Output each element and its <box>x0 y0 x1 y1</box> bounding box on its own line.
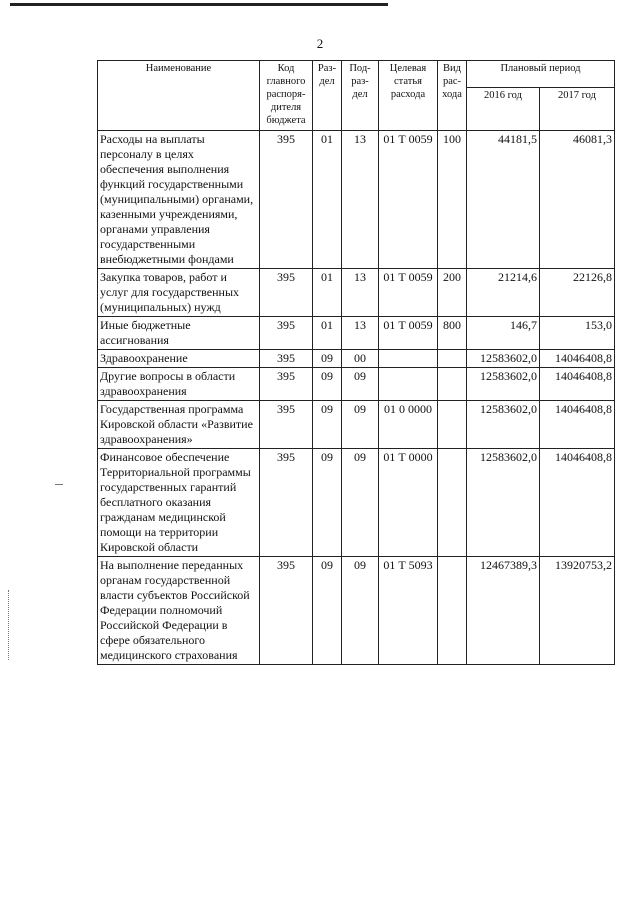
row-2016: 21214,6 <box>467 269 540 317</box>
row-code: 395 <box>260 350 313 368</box>
header-section: Раз-дел <box>313 61 342 131</box>
row-subsection: 09 <box>342 368 379 401</box>
budget-table <box>97 60 615 665</box>
row-name: Финансовое обеспечение Территориальной программы государственных гарантий бесплатного оказания гражданам медицинской помощи на территории Кировской области <box>98 449 260 557</box>
row-2016: 12583602,0 <box>467 401 540 449</box>
header-type: Вид рас-хода <box>438 61 467 131</box>
row-2017: 14046408,8 <box>540 401 615 449</box>
row-name: Другие вопросы в области здравоохранения <box>98 368 260 401</box>
row-section: 01 <box>313 131 342 269</box>
header-subsection: Под-раз-дел <box>342 61 379 131</box>
table-row <box>98 557 615 665</box>
row-target: 01 Т 0059 <box>379 131 438 269</box>
row-name: Государственная программа Кировской области «Развитие здравоохранения» <box>98 401 260 449</box>
row-subsection: 09 <box>342 449 379 557</box>
row-code: 395 <box>260 269 313 317</box>
header-code: Код главного распоря-дителя бюджета <box>260 61 313 131</box>
row-2016: 12583602,0 <box>467 449 540 557</box>
scan-mark <box>8 590 11 660</box>
row-subsection: 09 <box>342 401 379 449</box>
row-target: 01 Т 0059 <box>379 269 438 317</box>
page-number: 2 <box>316 36 324 51</box>
row-section: 01 <box>313 317 342 350</box>
header-period: Плановый период <box>467 61 615 88</box>
row-section: 01 <box>313 269 342 317</box>
row-2016: 12467389,3 <box>467 557 540 665</box>
row-target: 01 Т 5093 <box>379 557 438 665</box>
row-code: 395 <box>260 401 313 449</box>
row-2017: 22126,8 <box>540 269 615 317</box>
table-row <box>98 131 615 269</box>
row-section: 09 <box>313 368 342 401</box>
row-code: 395 <box>260 131 313 269</box>
row-type: 100 <box>438 131 467 269</box>
table-row <box>98 401 615 449</box>
table-row <box>98 368 615 401</box>
row-code: 395 <box>260 368 313 401</box>
row-2017: 153,0 <box>540 317 615 350</box>
row-2016: 12583602,0 <box>467 368 540 401</box>
top-rule <box>10 3 388 6</box>
row-section: 09 <box>313 449 342 557</box>
row-target <box>379 350 438 368</box>
table-row <box>98 269 615 317</box>
row-name: На выполнение переданных органам государственной власти субъектов Российской Федерации полномочий Российской Федерации в сфере обязательного медицинского страхования <box>98 557 260 665</box>
row-subsection: 13 <box>342 317 379 350</box>
row-section: 09 <box>313 401 342 449</box>
row-target: 01 Т 0000 <box>379 449 438 557</box>
row-subsection: 13 <box>342 131 379 269</box>
table-row <box>98 449 615 557</box>
row-code: 395 <box>260 557 313 665</box>
row-code: 395 <box>260 449 313 557</box>
row-type: 800 <box>438 317 467 350</box>
row-name: Закупка товаров, работ и услуг для государственных (муниципальных) нужд <box>98 269 260 317</box>
row-target: 01 Т 0059 <box>379 317 438 350</box>
row-type: 200 <box>438 269 467 317</box>
row-type <box>438 449 467 557</box>
header-year-2017: 2017 год <box>540 88 615 131</box>
row-2017: 14046408,8 <box>540 449 615 557</box>
scan-mark <box>55 484 63 485</box>
row-type <box>438 350 467 368</box>
row-type <box>438 368 467 401</box>
row-subsection: 13 <box>342 269 379 317</box>
header-target: Целевая статья расхода <box>379 61 438 131</box>
row-type <box>438 401 467 449</box>
row-2016: 146,7 <box>467 317 540 350</box>
row-section: 09 <box>313 557 342 665</box>
row-2016: 12583602,0 <box>467 350 540 368</box>
row-name: Здравоохранение <box>98 350 260 368</box>
row-type <box>438 557 467 665</box>
row-name: Расходы на выплаты персоналу в целях обеспечения выполнения функций государственными (муниципальными) органами, казенными учреждениями, органами управления государственными внебюджетными фондами <box>98 131 260 269</box>
row-subsection: 00 <box>342 350 379 368</box>
header-name: Наименование <box>98 61 260 131</box>
row-target: 01 0 0000 <box>379 401 438 449</box>
row-name: Иные бюджетные ассигнования <box>98 317 260 350</box>
table-row <box>98 317 615 350</box>
row-2017: 14046408,8 <box>540 368 615 401</box>
row-target <box>379 368 438 401</box>
table-row <box>98 350 615 368</box>
row-2017: 14046408,8 <box>540 350 615 368</box>
row-subsection: 09 <box>342 557 379 665</box>
row-2016: 44181,5 <box>467 131 540 269</box>
row-2017: 46081,3 <box>540 131 615 269</box>
row-section: 09 <box>313 350 342 368</box>
header-year-2016: 2016 год <box>467 88 540 131</box>
row-2017: 13920753,2 <box>540 557 615 665</box>
row-code: 395 <box>260 317 313 350</box>
